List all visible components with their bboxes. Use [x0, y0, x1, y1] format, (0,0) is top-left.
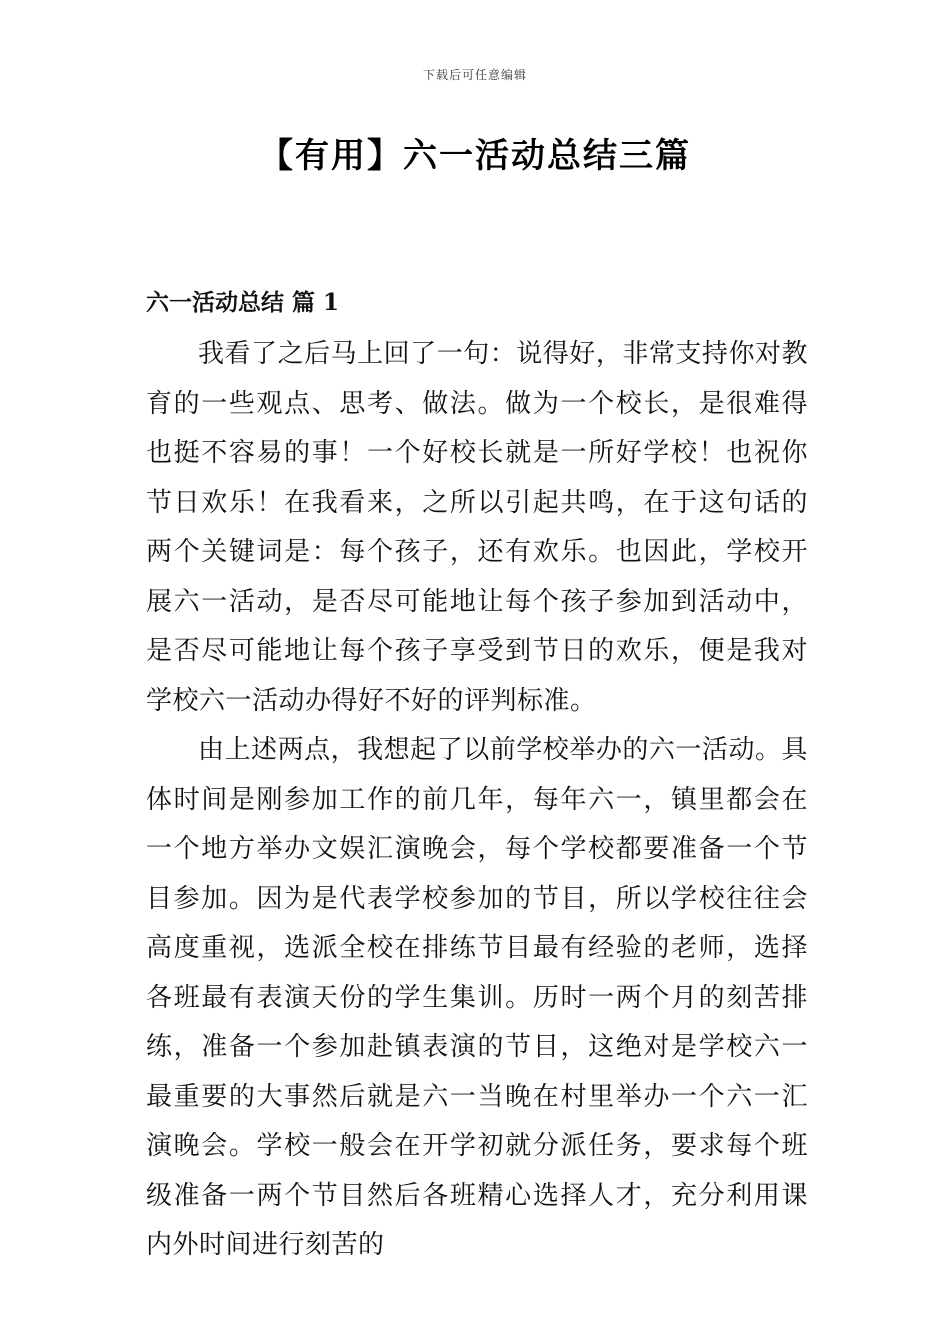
section-heading: 六一活动总结 篇 1 — [146, 289, 340, 316]
paragraph: 由上述两点，我想起了以前学校举办的六一活动。具体时间是刚参加工作的前几年，每年六一，镇里都会在一个地方举办文娱汇演晚会，每个学校都要准备一个节目参加。因为是代表学校参加的节目，所以学校往往会高度重视，选派全校在排练节目最有经验的老师，选择各班最有表演天份的学生集训。历时一两个月的刻苦排练，准备一个参加赴镇表演的节目，这绝对是学校六一最重要的大事然后就是六一当晚在村里举办一个六一汇演晚会。学校一般会在开学初就分派任务，要求每个班级准备一两个节目然后各班精心选择人才，充分利用课内外时间进行刻苦的 — [146, 735, 808, 1260]
header-note: 下载后可任意编辑 — [422, 68, 527, 82]
document-title: 【有用】六一活动总结三篇 — [259, 136, 691, 176]
body-text — [146, 330, 808, 1271]
paragraph: 我看了之后马上回了一句：说得好，非常支持你对教育的一些观点、思考、做法。做为一个校长，是很难得也挺不容易的事！一个好校长就是一所好学校！也祝你节日欢乐！在我看来，之所以引起共鸣，在于这句话的两个关键词是：每个孩子，还有欢乐。也因此，学校开展六一活动，是否尽可能地让每个孩子参加到活动中，是否尽可能地让每个孩子享受到节日的欢乐，便是我对学校六一活动办得好不好的评判标准。 — [146, 339, 808, 716]
